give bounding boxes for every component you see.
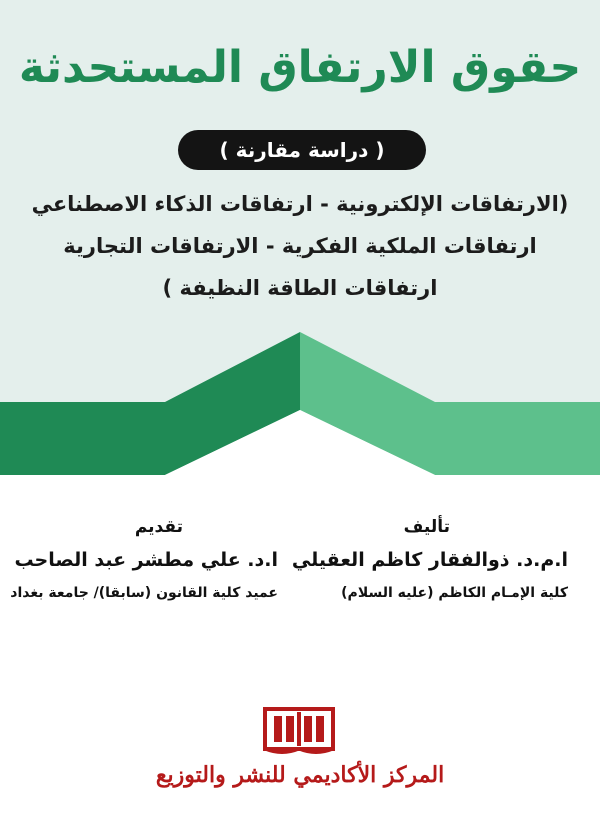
subtitle-line-2: ارتفاقات الملكية الفكرية - الارتفاقات التجارية <box>63 234 537 258</box>
introduction-name: ا.د. علي مطشر عبد الصاحب <box>14 549 278 571</box>
green-chevron-band <box>0 320 600 520</box>
introduction-role-label: تقديم <box>134 517 183 537</box>
introduction-block <box>10 517 278 601</box>
author-block <box>291 517 568 601</box>
author-affiliation: كلية الإمـام الكاظم (عليه السلام) <box>341 585 568 601</box>
author-name: ا.م.د. ذوالفقار كاظم العقيلي <box>291 549 568 571</box>
open-book-icon <box>262 706 336 756</box>
publisher-name: المركز الأكاديمي للنشر والتوزيع <box>155 762 445 788</box>
author-role-label: تأليف <box>403 517 450 537</box>
book-title: حقوق الارتفاق المستحدثة <box>18 42 582 93</box>
subtitle-line-1: (الارتفاقات الإلكترونية - ارتفاقات الذكاء الاصطناعي <box>31 192 569 216</box>
study-type-badge: ( دراسة مقارنة ) <box>178 130 426 170</box>
introduction-affiliation: عميد كلية القانون (سابقا)/ جامعة بغداد <box>10 585 278 601</box>
subtitle-line-3: ارتفاقات الطاقة النظيفة ) <box>162 276 438 300</box>
